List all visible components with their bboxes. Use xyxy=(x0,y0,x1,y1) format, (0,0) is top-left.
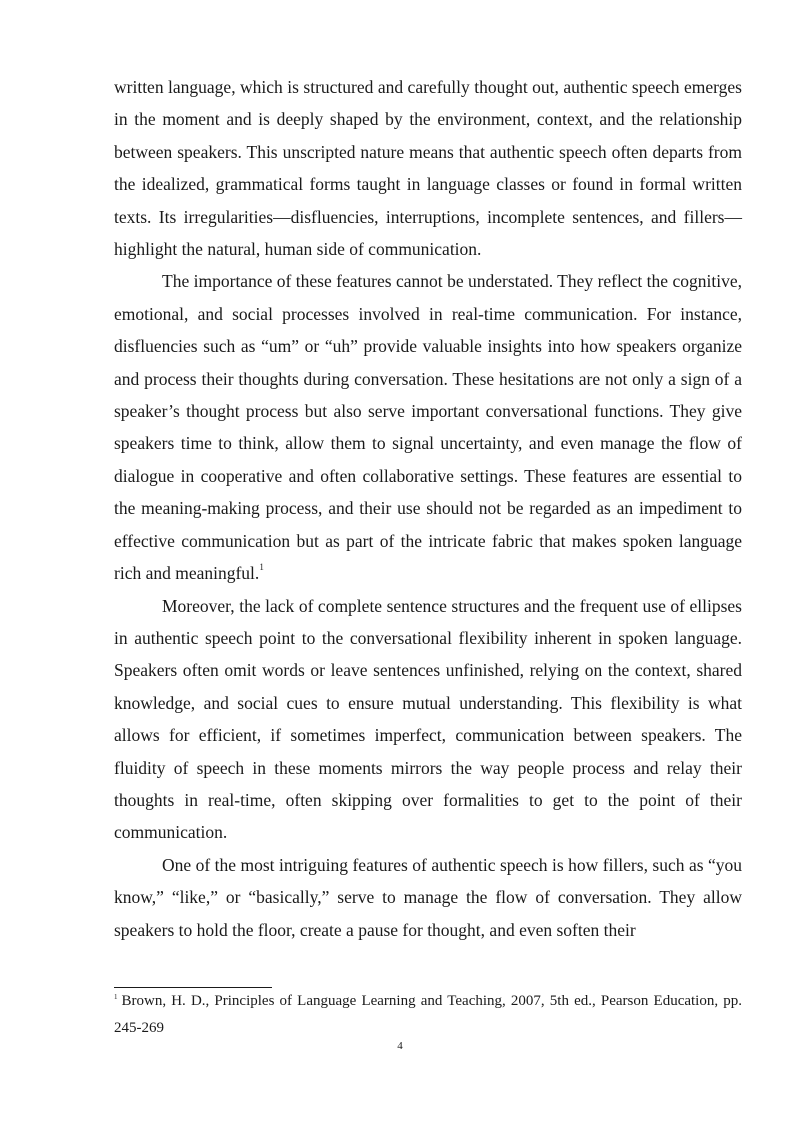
paragraph-importance-of-features xyxy=(114,265,742,589)
paragraph-conversational-flexibility: Moreover, the lack of complete sentence structures and the frequent use of ellipses in authentic speech point to the conversational flexibility inherent in spoken language. Speakers often omit words or leave sentences unfinished, relying on the context, shared knowledge, and social cues to ensure mutual understanding. This flexibility is what allows for efficient, if sometimes imperfect, communication between speakers. The fluidity of speech in these moments mirrors the way people process and relay their thoughts in real-time, often skipping over formalities to get to the point of their communication. xyxy=(114,595,742,843)
footnote-text: Brown, H. D., Principles of Language Learning and Teaching, 2007, 5th ed., Pearson Education, pp. 245-269 xyxy=(114,993,742,1036)
page-number: 4 xyxy=(397,1040,403,1052)
body-text xyxy=(114,71,742,946)
paragraph-fillers: One of the most intriguing features of authentic speech is how fillers, such as “you know,” “like,” or “basically,” serve to manage the flow of conversation. They allow speakers to hold the floor, create a pause for thought, and even soften their xyxy=(114,854,742,940)
paragraph-text: The importance of these features cannot be understated. They reflect the cognitive, emotional, and social processes involved in real-time communication. For instance, disfluencies such as “um” or “uh” provide valuable insights into how speakers organize and process their thoughts during conversation. These hesitations are not only a sign of a speaker’s thought process but also serve important conversational functions. They give speakers time to think, allow them to signal uncertainty, and even manage the flow of dialogue in cooperative and often collaborative settings. These features are essential to the meaning-making process, and their use should not be regarded as an impediment to effective communication but as part of the intricate fabric that makes spoken language rich and meaningful. xyxy=(114,271,742,584)
footnote xyxy=(114,988,742,1042)
footnote-reference[interactable]: 1 xyxy=(259,562,264,573)
paragraph-continued: written language, which is structured and carefully thought out, authentic speech emerges in the moment and is deeply shaped by the environment, context, and the relationship between speakers. This unscripted nature means that authentic speech often departs from the idealized, grammatical forms taught in language classes or found in formal written texts. Its irregularities—disfluencies, interruptions, incomplete sentences, and fillers—highlight the natural, human side of communication. xyxy=(114,77,742,260)
footnote-marker: 1 xyxy=(114,993,118,1001)
